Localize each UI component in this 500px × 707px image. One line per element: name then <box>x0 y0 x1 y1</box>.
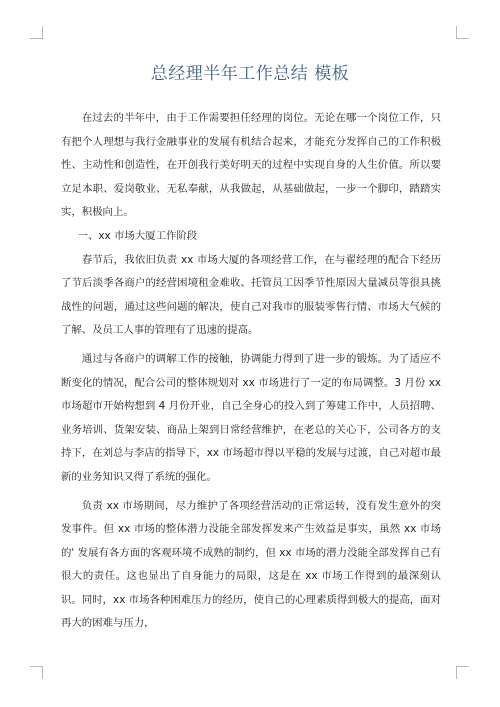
document-title: 总经理半年工作总结 模板 <box>150 64 350 84</box>
paragraph-spring: 春节后，我依旧负责 xx 市场大厦的各项经营工作，在与翟经理的配合下经历了节后淡季各商户的经营困境租金难收、托管员工因季节性原因大量减员等很具挑战性的问题，通过这些问题的解决，使自己对我市的服装零售行情、市场大气候的了解、及员工人事的管理有了迅速的提高。 <box>61 253 441 337</box>
crop-mark-top-right <box>456 26 469 39</box>
crop-mark-bottom-right <box>456 666 469 679</box>
document-body <box>61 107 441 636</box>
section-heading: 一、xx 市场大厦工作阶段 <box>77 229 198 242</box>
paragraph-intro: 在过去的半年中，由于工作需要担任经理的岗位。无论在哪一个岗位工作，只有把个人理想与我行金融事业的发展有机结合起来，才能充分发挥自己的工作积极性、主动性和创造性，在开创我行美好明天的过程中实现自身的人生价值。所以要立足本职、爱岗敬业、无私奉献，从我做起，从基础做起，一步一个脚印，踏踏实实，积极向上。 <box>61 112 441 219</box>
paragraph-coordination: 通过与各商户的调解工作的接触，协调能力得到了进一步的锻炼。为了适应不断变化的情况，配合公司的整体规划对 xx 市场进行了一定的布局调整。3 月份 xx 市场超市开始构想到 4 月份开业，自己全身心的投入到了筹建工作中，人员招聘、业务培训、货架安装、商品上架到日常经营维护，在老总的关心下，公司各方的支持下，在刘总与李店的指导下，xx 市场超市得以平稳的发展与过渡，自己对超市最新的业务知识又得了系统的强化。 <box>61 352 441 483</box>
crop-mark-bottom-left <box>30 666 43 679</box>
paragraph-responsibility: 负责 xx 市场期间，尽力维护了各项经营活动的正常运转，没有发生意外的突发事件。但 xx 市场的整体潜力没能全部发挥发来产生效益是事实，虽然 xx 市场的' 发展有各方面的客观环境不成熟的制约，但 xx 市场的潜力没能全部发挥自己有很大的责任。这也显出了自身能力的局限，这是在 xx 市场工作得到的最深刻认识。同时，xx 市场各种困难压力的经历，使自己的心理素质得到极大的提高，面对再大的困难与压力， <box>61 499 441 630</box>
crop-mark-top-left <box>30 26 43 39</box>
